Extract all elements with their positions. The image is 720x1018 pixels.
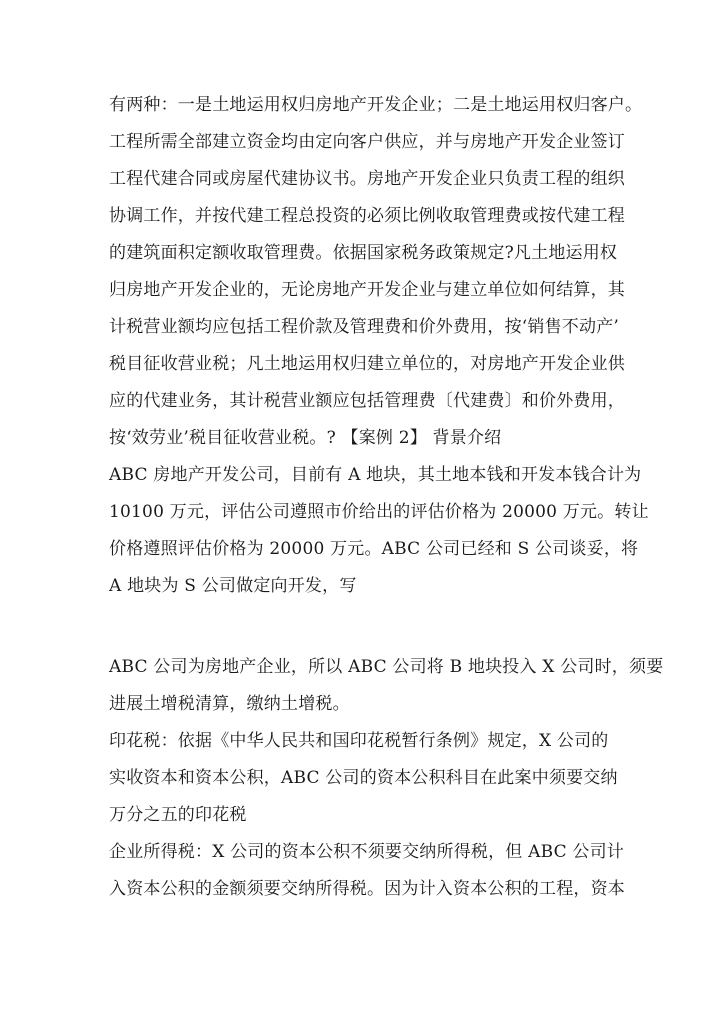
- text-line: 应的代建业务，其计税营业额应包括管理费〔代建费〕和价外费用，: [109, 391, 625, 411]
- text-line: 归房地产开发企业的，无论房地产开发企业与建立单位如何结算，其: [109, 280, 625, 300]
- text-line: 入资本公积的金额须要交纳所得税。因为计入资本公积的工程，资本: [109, 879, 625, 899]
- text-line: 工程所需全部建立资金均由定向客户供应，并与房地产开发企业签订: [109, 132, 625, 152]
- text-line: ABC 房地产开发公司，目前有 A 地块，其土地本钱和开发本钱合计为: [109, 465, 642, 485]
- text-line: 实收资本和资本公积，ABC 公司的资本公积科目在此案中须要交纳: [109, 768, 618, 788]
- text-line: 印花税：依据《中华人民共和国印花税暂行条例》规定，X 公司的: [109, 731, 609, 751]
- text-line: 10100 万元，评估公司遵照市价给出的评估价格为 20000 万元。转让: [109, 502, 649, 522]
- text-line: 万分之五的印花税: [109, 805, 247, 825]
- text-line: 协调工作，并按代建工程总投资的必须比例收取管理费或按代建工程: [109, 206, 625, 226]
- text-line: 企业所得税：X 公司的资本公积不须要交纳所得税，但 ABC 公司计: [109, 842, 625, 862]
- text-line: ABC 公司为房地产企业，所以 ABC 公司将 B 地块投入 X 公司时，须要: [109, 657, 664, 677]
- text-line: 税目征收营业税；凡土地运用权归建立单位的，对房地产开发企业供: [109, 354, 625, 374]
- text-line: 有两种：一是土地运用权归房地产开发企业；二是土地运用权归客户。: [109, 95, 643, 115]
- text-line: 进展土增税清算，缴纳土增税。: [109, 694, 350, 714]
- text-line: A 地块为 S 公司做定向开发，写: [109, 576, 357, 596]
- text-line: 计税营业额均应包括工程价款及管理费和价外费用，按‘销售不动产’: [109, 317, 620, 337]
- text-line: 按‘效劳业’税目征收营业税。? 【案例 2】 背景介绍: [109, 428, 502, 448]
- text-line: 的建筑面积定额收取管理费。依据国家税务政策规定?凡土地运用权: [109, 243, 618, 263]
- text-line: 工程代建合同或房屋代建协议书。房地产开发企业只负责工程的组织: [109, 169, 625, 189]
- text-line: 价格遵照评估价格为 20000 万元。ABC 公司已经和 S 公司谈妥，将: [109, 539, 639, 559]
